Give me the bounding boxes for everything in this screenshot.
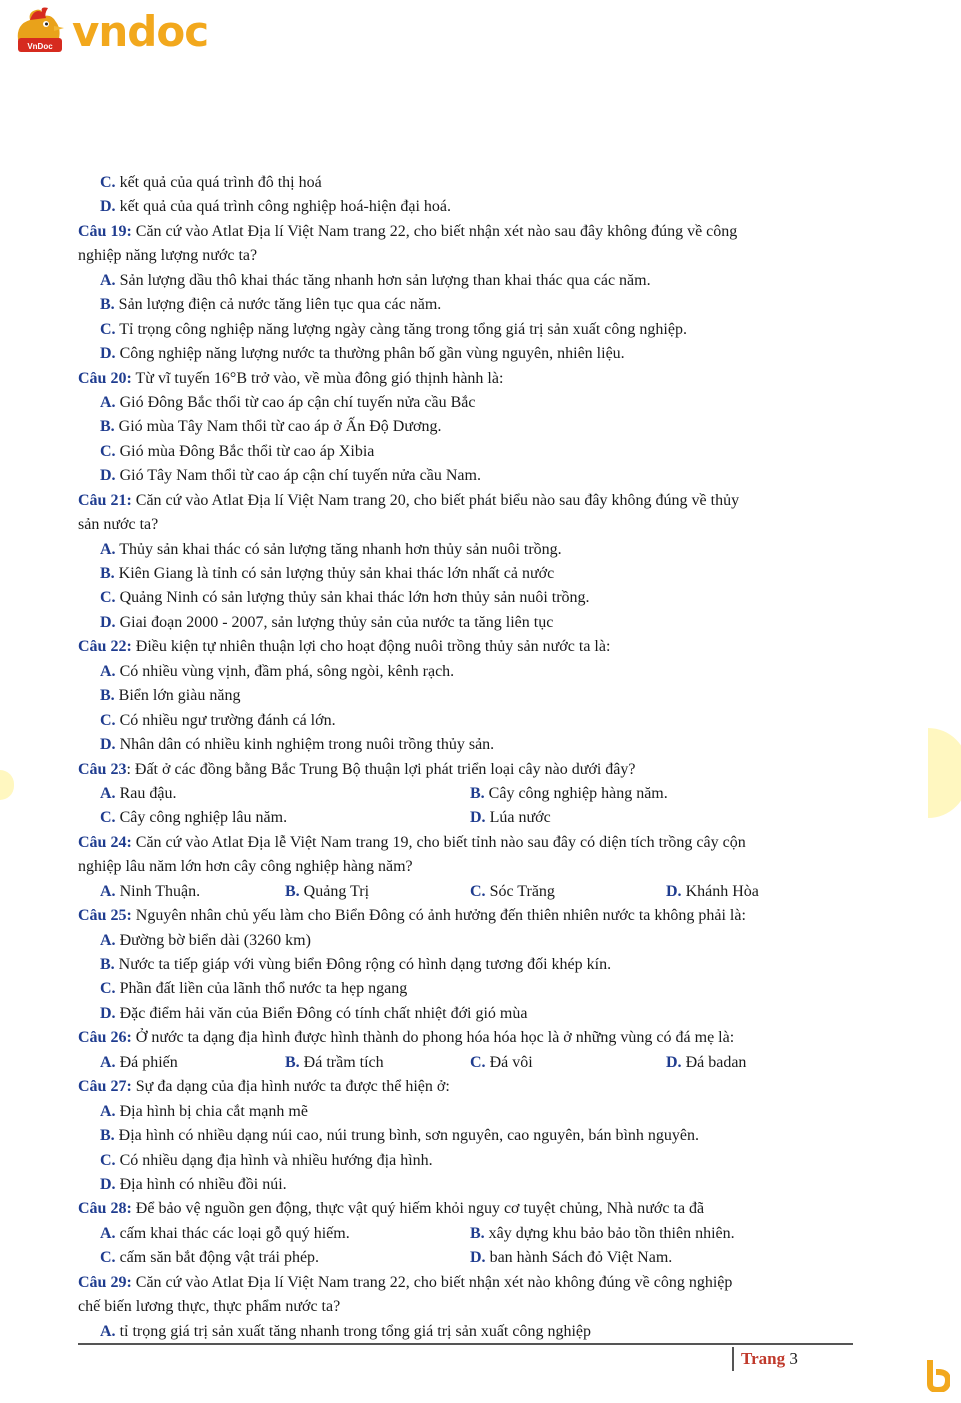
option-text: Có nhiều ngư trường đánh cá lớn. xyxy=(115,711,336,729)
answer-option xyxy=(78,562,868,586)
option-key: D. xyxy=(100,1175,116,1193)
question-number: Câu 22: xyxy=(78,638,132,656)
question-line xyxy=(78,1026,868,1050)
option-text: Đá vôi xyxy=(485,1053,533,1071)
option-key: C. xyxy=(100,980,116,998)
option-text: Có nhiều vùng vịnh, đầm phá, sông ngòi, kênh rạch. xyxy=(115,662,455,680)
option-key: B. xyxy=(285,1053,300,1071)
decorative-shape xyxy=(928,728,961,818)
question-number: Câu 24: xyxy=(78,833,132,851)
option-text: Đặc điểm hải văn của Biển Đông có tính chất nhiệt đới gió mùa xyxy=(115,1004,528,1022)
option-text: Tỉ trọng công nghiệp năng lượng ngày càng tăng trong tổng giá trị sản xuất công nghiệp. xyxy=(115,320,687,338)
option-key: C. xyxy=(100,711,116,729)
answer-option xyxy=(78,660,868,684)
answer-option xyxy=(78,684,868,708)
option-text: Biển lớn giàu năng xyxy=(114,687,241,705)
option-text: ban hành Sách đỏ Việt Nam. xyxy=(485,1249,673,1267)
question-number: Câu 27: xyxy=(78,1078,132,1096)
answer-option xyxy=(78,391,868,415)
answer-option xyxy=(100,880,200,904)
option-text: cấm săn bắt động vật trái phép. xyxy=(115,1249,320,1267)
question-number: Câu 23 xyxy=(78,760,127,778)
option-key: C. xyxy=(100,1249,116,1267)
question-line xyxy=(78,904,868,928)
answer-option xyxy=(470,880,555,904)
option-key: D. xyxy=(470,809,486,827)
option-text: cấm khai thác các loại gỗ quý hiếm. xyxy=(115,1224,350,1242)
question-text: Từ vĩ tuyến 16°B trở vào, về mùa đông gió thịnh hành là: xyxy=(131,369,504,387)
option-key: B. xyxy=(470,784,485,802)
question-line xyxy=(78,489,868,513)
answer-option xyxy=(100,1051,178,1075)
option-key: C. xyxy=(100,320,116,338)
answer-option xyxy=(78,1100,868,1124)
option-text: Phần đất liền của lãnh thổ nước ta hẹp ngang xyxy=(115,980,408,998)
option-key: B. xyxy=(100,418,115,436)
answer-options-row xyxy=(78,880,868,904)
option-text: Thủy sản khai thác có sản lượng tăng nhanh hơn thủy sản nuôi trồng. xyxy=(115,540,562,558)
option-key: D. xyxy=(470,1249,486,1267)
option-text: Sóc Trăng xyxy=(485,882,555,900)
question-text: Nguyên nhân chủ yếu làm cho Biển Đông có ảnh hưởng đến thiên nhiên nước ta không phải là: xyxy=(131,907,746,925)
question-number: Câu 19: xyxy=(78,222,132,240)
question-line xyxy=(78,1075,868,1099)
option-key: A. xyxy=(100,784,116,802)
answer-option xyxy=(78,1124,868,1148)
answer-option xyxy=(78,953,868,977)
option-text: kết quả của quá trình công nghiệp hoá-hiện đại hoá. xyxy=(115,198,452,216)
question-number: Câu 25: xyxy=(78,907,132,925)
answer-option xyxy=(470,1051,533,1075)
option-key: C. xyxy=(100,589,116,607)
answer-option xyxy=(78,709,868,733)
option-key: D. xyxy=(100,467,116,485)
option-text: Quảng Ninh có sản lượng thủy sản khai thác lớn hơn thủy sản nuôi trồng. xyxy=(115,589,590,607)
answer-option xyxy=(470,806,551,830)
option-text: Rau đậu. xyxy=(115,784,177,802)
page-label: Trang xyxy=(741,1349,786,1368)
question-text: : Đất ở các đồng bằng Bắc Trung Bộ thuận lợi phát triển loại cây nào dưới đây? xyxy=(126,760,636,778)
option-text: Sản lượng dầu thô khai thác tăng nhanh hơn sản lượng than khai thác qua các năm. xyxy=(115,271,651,289)
option-key: C. xyxy=(100,442,116,460)
answer-option xyxy=(78,318,868,342)
option-text: Kiên Giang là tỉnh có sản lượng thủy sản khai thác lớn nhất cả nước xyxy=(114,565,555,582)
question-text: Ở nước ta dạng địa hình được hình thành do phong hóa hóa học là ở những vùng có đá mẹ là: xyxy=(131,1029,735,1047)
answer-option xyxy=(78,929,868,953)
answer-option xyxy=(78,586,868,610)
answer-option xyxy=(78,977,868,1001)
option-text: Sản lượng điện cả nước tăng liên tục qua các năm. xyxy=(114,296,442,314)
option-text: Địa hình có nhiều đồi núi. xyxy=(115,1175,287,1193)
page-number xyxy=(741,1349,798,1369)
question-line xyxy=(78,831,868,855)
option-text: Giai đoạn 2000 - 2007, sản lượng thủy sản của nước ta tăng liên tục xyxy=(115,613,554,631)
option-key: C. xyxy=(100,809,116,827)
answer-option xyxy=(666,880,759,904)
option-text: Gió mùa Đông Bắc thổi từ cao áp Xibia xyxy=(115,442,375,460)
option-key: B. xyxy=(100,1127,115,1145)
decorative-logo-mark-icon xyxy=(926,1358,950,1392)
option-text: Đá trầm tích xyxy=(299,1053,384,1071)
option-key: A. xyxy=(100,882,116,900)
answer-option xyxy=(470,1222,735,1246)
option-text: Cây công nghiệp lâu năm. xyxy=(115,809,288,827)
option-key: D. xyxy=(666,882,682,900)
option-text: Địa hình bị chia cắt mạnh mẽ xyxy=(115,1102,308,1120)
question-continuation: sản nước ta? xyxy=(78,516,159,534)
question-text: Điều kiện tự nhiên thuận lợi cho hoạt động nuôi trồng thủy sản nước ta là: xyxy=(131,638,611,656)
question-line xyxy=(78,367,868,391)
question-number: Câu 29: xyxy=(78,1273,132,1291)
option-key: B. xyxy=(100,687,115,705)
question-line xyxy=(78,1197,868,1221)
option-key: B. xyxy=(285,882,300,900)
answer-option xyxy=(470,1246,672,1270)
answer-option xyxy=(78,1173,868,1197)
answer-option xyxy=(78,342,868,366)
answer-option xyxy=(285,1051,384,1075)
answer-option xyxy=(285,880,369,904)
option-key: B. xyxy=(100,296,115,314)
option-key: D. xyxy=(100,613,116,631)
logo-wordmark: vndoc xyxy=(72,7,209,56)
decorative-shape xyxy=(0,770,14,800)
option-key: C. xyxy=(470,1053,486,1071)
answer-option xyxy=(78,195,868,219)
answer-options-row xyxy=(78,782,868,806)
document-body xyxy=(78,171,868,1344)
answer-option xyxy=(78,1002,868,1026)
option-key: D. xyxy=(100,345,116,363)
option-text: Đá phiến xyxy=(115,1053,178,1071)
option-key: D. xyxy=(100,736,116,754)
option-key: B. xyxy=(100,956,115,973)
option-text: Có nhiều dạng địa hình và nhiều hướng địa hình. xyxy=(115,1151,433,1169)
answer-option xyxy=(78,269,868,293)
question-number: Câu 21: xyxy=(78,491,132,509)
option-text: Cây công nghiệp hàng năm. xyxy=(484,784,668,802)
answer-option xyxy=(100,1222,350,1246)
answer-option xyxy=(78,415,868,439)
answer-options-row xyxy=(78,1051,868,1075)
answer-option xyxy=(78,1149,868,1173)
option-key: D. xyxy=(100,1004,116,1022)
option-key: C. xyxy=(100,1151,116,1169)
option-key: A. xyxy=(100,271,116,289)
option-key: A. xyxy=(100,1322,116,1340)
option-key: A. xyxy=(100,540,116,558)
option-key: B. xyxy=(470,1224,485,1242)
option-text: Công nghiệp năng lượng nước ta thường phân bố gần vùng nguyên, nhiên liệu. xyxy=(115,345,625,363)
question-number: Câu 28: xyxy=(78,1200,132,1218)
answer-option xyxy=(470,782,668,806)
option-key: A. xyxy=(100,931,116,949)
option-text: Lúa nước xyxy=(485,809,551,827)
option-key: A. xyxy=(100,1102,116,1120)
answer-option xyxy=(78,171,868,195)
option-key: D. xyxy=(100,198,116,216)
option-text: Gió mùa Tây Nam thổi từ cao áp ở Ấn Độ Dương. xyxy=(114,418,442,436)
question-text: Căn cứ vào Atlat Địa lí Việt Nam trang 22, cho biết nhận xét nào sau đây không đúng về công xyxy=(131,222,738,240)
answer-option xyxy=(100,1246,319,1270)
option-key: C. xyxy=(100,174,116,191)
option-text: kết quả của quá trình đô thị hoá xyxy=(115,174,322,191)
option-key: A. xyxy=(100,393,116,411)
vndoc-logo[interactable] xyxy=(12,4,252,56)
question-text: Căn cứ vào Atlat Địa lễ Việt Nam trang 19, cho biết tỉnh nào sau đây có diện tích trồng cây cộn xyxy=(131,833,746,851)
answer-options-row xyxy=(78,806,868,830)
answer-option xyxy=(78,538,868,562)
page-value: 3 xyxy=(789,1349,798,1368)
option-key: B. xyxy=(100,565,115,582)
question-continuation: nghiệp năng lượng nước ta? xyxy=(78,247,258,265)
option-text: tỉ trọng giá trị sản xuất tăng nhanh trong tổng giá trị sản xuất công nghiệp xyxy=(115,1322,592,1340)
option-text: Nhân dân có nhiều kinh nghiệm trong nuôi trồng thủy sản. xyxy=(115,736,495,754)
answer-option xyxy=(78,1320,868,1344)
option-text: Đường bờ biển dài (3260 km) xyxy=(115,931,311,949)
question-continuation: chế biến lương thực, thực phẩm nước ta? xyxy=(78,1298,341,1316)
answer-options-row xyxy=(78,1246,868,1270)
option-text: Gió Tây Nam thổi từ cao áp cận chí tuyến nửa cầu Nam. xyxy=(115,467,481,485)
option-text: Đá badan xyxy=(681,1053,747,1071)
question-line xyxy=(78,220,868,244)
footer-divider xyxy=(732,1347,734,1371)
question-text: Sự đa dạng của địa hình nước ta được thể hiện ở: xyxy=(131,1078,450,1096)
answer-option xyxy=(78,293,868,317)
answer-option xyxy=(100,782,176,806)
question-text: Căn cứ vào Atlat Địa lí Việt Nam trang 22, cho biết nhận xét nào không đúng về công nghiệp xyxy=(131,1273,733,1291)
question-number: Câu 26: xyxy=(78,1029,132,1047)
option-key: C. xyxy=(470,882,486,900)
option-text: Ninh Thuận. xyxy=(115,882,201,900)
answer-option xyxy=(78,464,868,488)
option-text: Quảng Trị xyxy=(299,882,370,900)
question-text: Để bảo vệ nguồn gen động, thực vật quý hiếm khỏi nguy cơ tuyệt chủng, Nhà nước ta đã xyxy=(131,1200,705,1218)
answer-option xyxy=(78,440,868,464)
option-key: A. xyxy=(100,662,116,680)
footer-rule xyxy=(78,1343,853,1345)
question-number: Câu 20: xyxy=(78,369,132,387)
option-text: Nước ta tiếp giáp với vùng biển Đông rộng có hình dạng tương đối khép kín. xyxy=(114,956,612,973)
answer-options-row xyxy=(78,1222,868,1246)
answer-option xyxy=(78,611,868,635)
logo-badge-text: VnDoc xyxy=(27,42,53,51)
question-continuation: nghiệp lâu năm lớn hơn cây công nghiệp hàng năm? xyxy=(78,858,413,876)
option-text: Gió Đông Bắc thổi từ cao áp cận chí tuyến nửa cầu Bắc xyxy=(115,393,476,411)
option-text: xây dựng khu bảo bảo tồn thiên nhiên. xyxy=(484,1224,735,1242)
question-line xyxy=(78,758,868,782)
option-key: A. xyxy=(100,1224,116,1242)
question-text: Căn cứ vào Atlat Địa lí Việt Nam trang 20, cho biết phát biểu nào sau đây không đúng về thủy xyxy=(131,491,740,509)
option-key: A. xyxy=(100,1053,116,1071)
answer-option xyxy=(78,733,868,757)
answer-option xyxy=(100,806,287,830)
question-line xyxy=(78,1271,868,1295)
option-text: Địa hình có nhiều dạng núi cao, núi trung bình, sơn nguyên, cao nguyên, bán bình nguyên. xyxy=(114,1127,700,1145)
option-key: D. xyxy=(666,1053,682,1071)
question-line xyxy=(78,635,868,659)
answer-option xyxy=(666,1051,746,1075)
option-text: Khánh Hòa xyxy=(681,882,759,900)
